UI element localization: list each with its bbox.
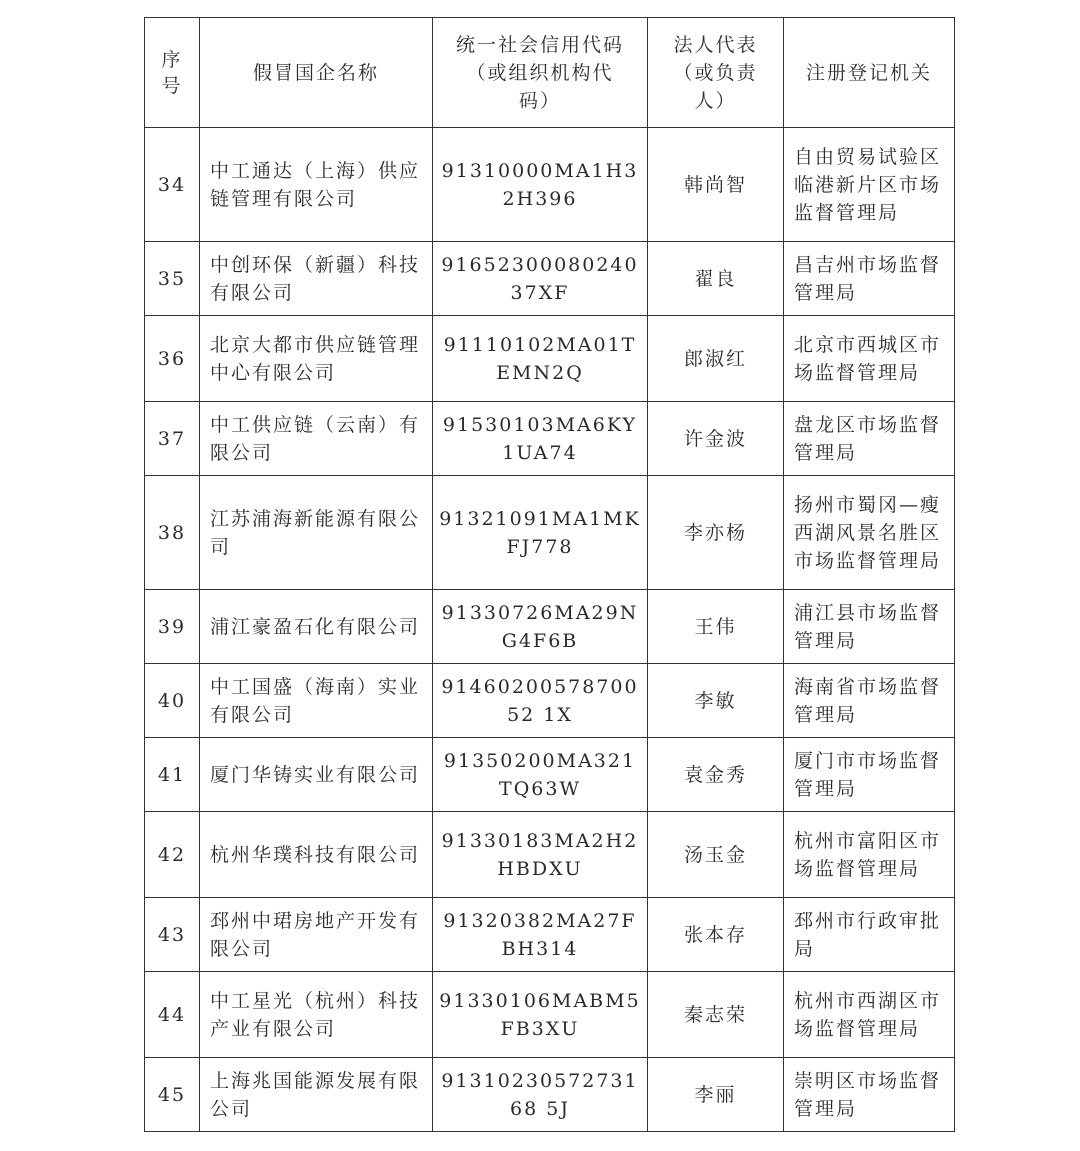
counterfeit-soe-table <box>144 17 955 1132</box>
credit-code: 91330106MABM5FB3XU <box>433 972 648 1058</box>
credit-code: 91110102MA01TEMN2Q <box>433 316 648 402</box>
credit-code: 91320382MA27FBH314 <box>433 898 648 972</box>
credit-code: 91310000MA1H32H396 <box>433 128 648 242</box>
row-number: 41 <box>145 738 200 812</box>
credit-code: 91321091MA1MKFJ778 <box>433 476 648 590</box>
table-row <box>145 664 955 738</box>
table-row <box>145 128 955 242</box>
legal-representative: 许金波 <box>648 402 784 476</box>
legal-representative: 翟良 <box>648 242 784 316</box>
row-number: 34 <box>145 128 200 242</box>
legal-representative: 李敏 <box>648 664 784 738</box>
table-row <box>145 812 955 898</box>
credit-code: 91530103MA6KY1UA74 <box>433 402 648 476</box>
header-legal-rep-label: 法人代表（或负责人） <box>673 33 758 112</box>
legal-representative: 李亦杨 <box>648 476 784 590</box>
legal-representative: 袁金秀 <box>648 738 784 812</box>
row-number: 35 <box>145 242 200 316</box>
registration-authority: 盘龙区市场监督管理局 <box>784 402 955 476</box>
row-number: 38 <box>145 476 200 590</box>
company-name: 江苏浦海新能源有限公司 <box>200 476 433 590</box>
registration-authority: 扬州市蜀冈—瘦西湖风景名胜区市场监督管理局 <box>784 476 955 590</box>
credit-code: 91350200MA321TQ63W <box>433 738 648 812</box>
table-row <box>145 972 955 1058</box>
registration-authority: 邳州市行政审批局 <box>784 898 955 972</box>
registration-authority: 厦门市市场监督管理局 <box>784 738 955 812</box>
company-name: 中工通达（上海）供应链管理有限公司 <box>200 128 433 242</box>
company-name: 中工星光（杭州）科技产业有限公司 <box>200 972 433 1058</box>
row-number: 43 <box>145 898 200 972</box>
header-registration-authority-label: 注册登记机关 <box>805 61 932 84</box>
table-row <box>145 316 955 402</box>
table-header <box>145 18 955 128</box>
company-name: 中工国盛（海南）实业有限公司 <box>200 664 433 738</box>
legal-representative: 韩尚智 <box>648 128 784 242</box>
header-credit-code <box>433 18 648 128</box>
table-body <box>145 128 955 1132</box>
legal-representative: 秦志荣 <box>648 972 784 1058</box>
company-name: 上海兆国能源发展有限公司 <box>200 1058 433 1132</box>
row-number: 39 <box>145 590 200 664</box>
header-company-name <box>200 18 433 128</box>
table-row <box>145 590 955 664</box>
company-name: 杭州华璞科技有限公司 <box>200 812 433 898</box>
header-registration-authority <box>784 18 955 128</box>
registration-authority: 昌吉州市场监督管理局 <box>784 242 955 316</box>
credit-code: 9131023057273168 5J <box>433 1058 648 1132</box>
header-credit-code-label: 统一社会信用代码（或组织机构代码） <box>455 33 624 112</box>
company-name: 中创环保（新疆）科技有限公司 <box>200 242 433 316</box>
row-number: 45 <box>145 1058 200 1132</box>
header-legal-rep <box>648 18 784 128</box>
header-serial-number <box>145 18 200 128</box>
table-row <box>145 476 955 590</box>
header-row <box>145 18 955 128</box>
table-row <box>145 242 955 316</box>
legal-representative: 张本存 <box>648 898 784 972</box>
company-name: 北京大都市供应链管理中心有限公司 <box>200 316 433 402</box>
legal-representative: 汤玉金 <box>648 812 784 898</box>
header-company-name-label: 假冒国企名称 <box>252 61 379 84</box>
row-number: 42 <box>145 812 200 898</box>
legal-representative: 李丽 <box>648 1058 784 1132</box>
credit-code: 91330726MA29NG4F6B <box>433 590 648 664</box>
row-number: 36 <box>145 316 200 402</box>
credit-code: 9165230008024037XF <box>433 242 648 316</box>
credit-code: 91330183MA2H2HBDXU <box>433 812 648 898</box>
registration-authority: 海南省市场监督管理局 <box>784 664 955 738</box>
company-name: 浦江豪盈石化有限公司 <box>200 590 433 664</box>
row-number: 40 <box>145 664 200 738</box>
header-serial-number-label: 序号 <box>161 48 183 97</box>
registration-authority: 杭州市西湖区市场监督管理局 <box>784 972 955 1058</box>
legal-representative: 郎淑红 <box>648 316 784 402</box>
registration-authority: 杭州市富阳区市场监督管理局 <box>784 812 955 898</box>
table-row <box>145 898 955 972</box>
row-number: 44 <box>145 972 200 1058</box>
registration-authority: 浦江县市场监督管理局 <box>784 590 955 664</box>
credit-code: 9146020057870052 1X <box>433 664 648 738</box>
company-name: 厦门华铸实业有限公司 <box>200 738 433 812</box>
row-number: 37 <box>145 402 200 476</box>
company-name: 邳州中珺房地产开发有限公司 <box>200 898 433 972</box>
table-row <box>145 1058 955 1132</box>
table-row <box>145 738 955 812</box>
registration-authority: 崇明区市场监督管理局 <box>784 1058 955 1132</box>
company-name: 中工供应链（云南）有限公司 <box>200 402 433 476</box>
registration-authority: 自由贸易试验区临港新片区市场监督管理局 <box>784 128 955 242</box>
registration-authority: 北京市西城区市场监督管理局 <box>784 316 955 402</box>
table-row <box>145 402 955 476</box>
legal-representative: 王伟 <box>648 590 784 664</box>
